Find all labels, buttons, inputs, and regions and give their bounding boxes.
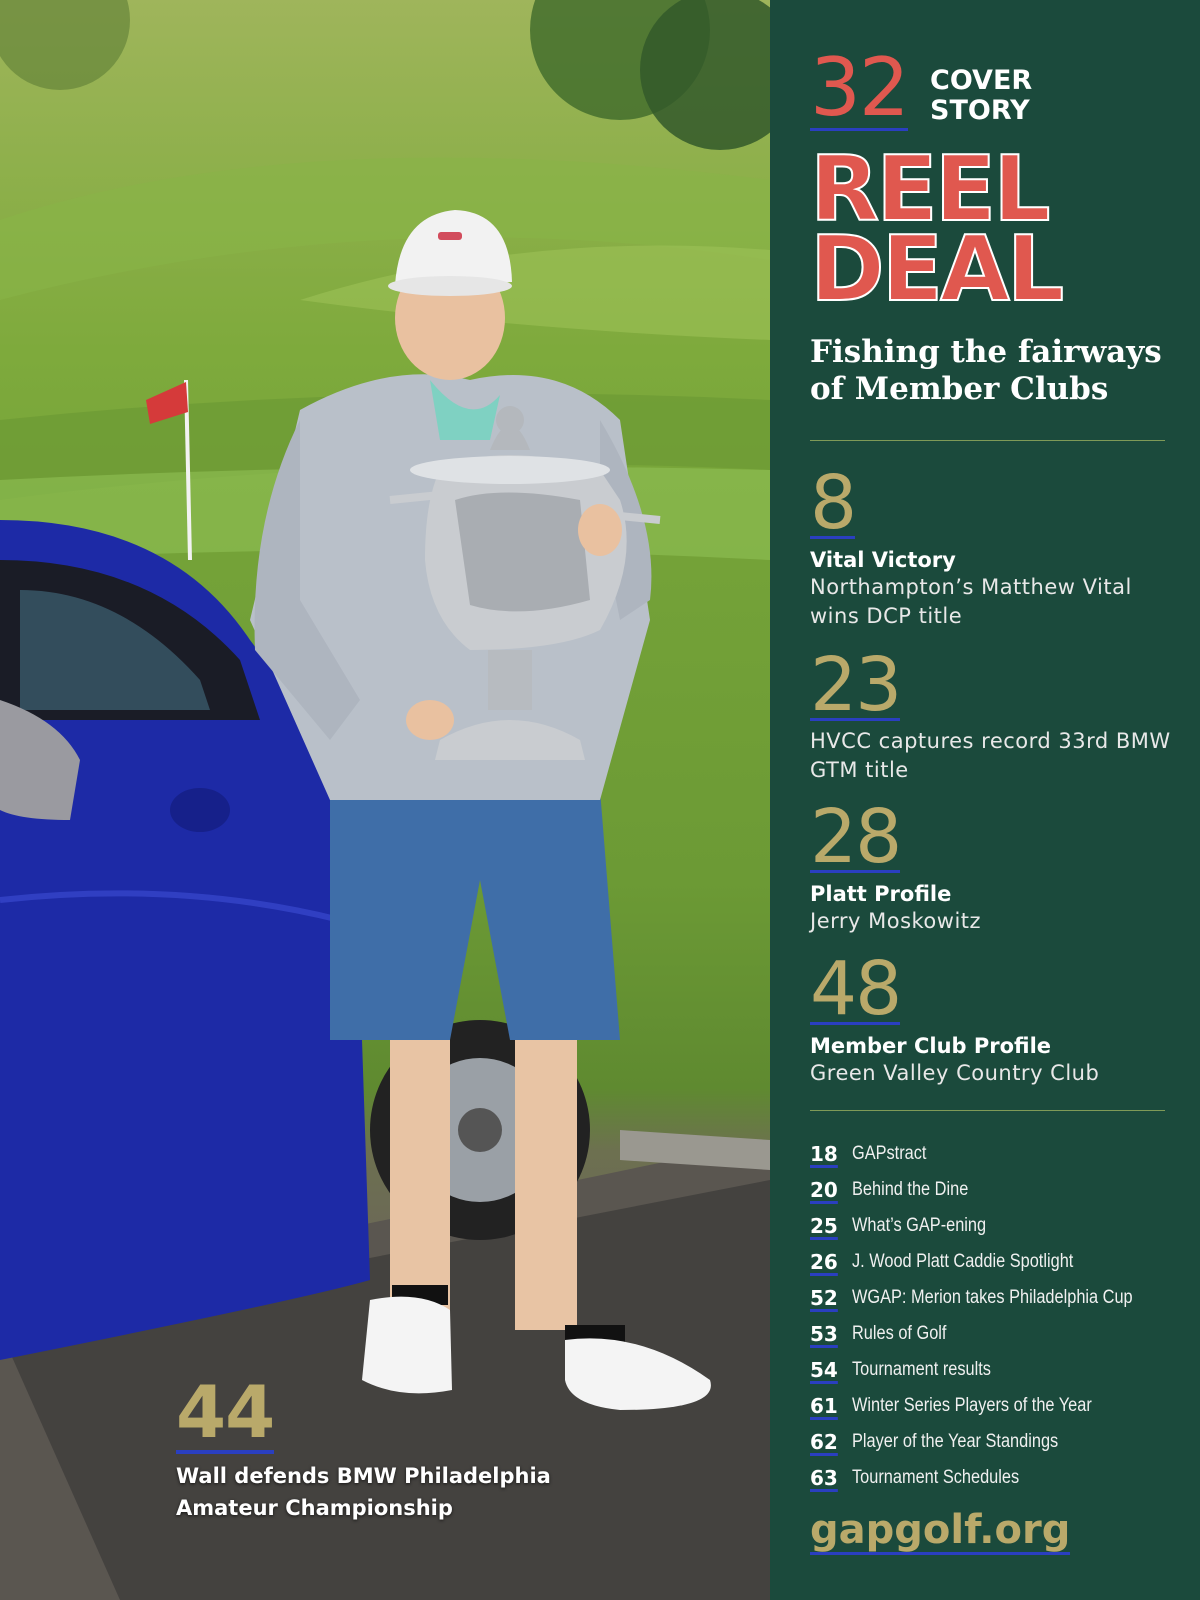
feature-page-number: 48 xyxy=(810,946,901,1032)
feature-item[interactable] xyxy=(810,642,1180,785)
department-page-number: 63 xyxy=(810,1466,838,1490)
feature-desc: Jerry Moskowitz xyxy=(810,909,982,933)
department-label: Winter Series Players of the Year xyxy=(852,1395,1092,1416)
department-page-number: 62 xyxy=(810,1430,838,1454)
feature-title: Member Club Profile xyxy=(810,1034,1052,1058)
department-label: Rules of Golf xyxy=(852,1323,947,1344)
department-label: Tournament results xyxy=(852,1359,991,1380)
cover-label-line2: STORY xyxy=(930,95,1030,126)
feature-item[interactable] xyxy=(810,794,1180,936)
department-item[interactable] xyxy=(810,1460,1200,1496)
department-page-number: 53 xyxy=(810,1322,838,1346)
cover-dek: Fishing the fairways of Member Clubs xyxy=(810,334,1162,407)
feature-page-number: 8 xyxy=(810,460,856,546)
department-item[interactable] xyxy=(810,1136,1200,1172)
department-item[interactable] xyxy=(810,1208,1200,1244)
department-item[interactable] xyxy=(810,1388,1200,1424)
cover-label-line1: COVER xyxy=(930,65,1033,96)
cover-story-label xyxy=(930,66,1090,126)
feature-item[interactable] xyxy=(810,460,1180,631)
department-label: What’s GAP-ening xyxy=(852,1215,987,1236)
headline-line2: DEAL xyxy=(810,217,1062,322)
department-item[interactable] xyxy=(810,1424,1200,1460)
department-label: J. Wood Platt Caddie Spotlight xyxy=(852,1251,1074,1272)
cover-headline[interactable] xyxy=(810,137,1062,322)
department-label: Player of the Year Standings xyxy=(852,1431,1059,1452)
department-label: Tournament Schedules xyxy=(852,1467,1020,1488)
department-item[interactable] xyxy=(810,1316,1200,1352)
department-label: GAPstract xyxy=(852,1143,927,1164)
cover-story-page-number[interactable]: 32 xyxy=(810,41,908,134)
divider-bottom xyxy=(810,1110,1165,1111)
department-page-number: 26 xyxy=(810,1250,838,1274)
contents-panel xyxy=(770,0,1200,1600)
feature-title: Platt Profile xyxy=(810,882,952,906)
feature-page-number: 23 xyxy=(810,642,901,728)
feature-desc: HVCC captures record 33rd BMW GTM title xyxy=(810,729,1171,782)
feature-item[interactable] xyxy=(810,946,1180,1088)
department-item[interactable] xyxy=(810,1280,1200,1316)
department-label: WGAP: Merion takes Philadelphia Cup xyxy=(852,1287,1133,1308)
headline-line1: REEL xyxy=(810,137,1048,242)
department-label: Behind the Dine xyxy=(852,1179,969,1200)
feature-desc: Green Valley Country Club xyxy=(810,1061,1100,1085)
department-page-number: 52 xyxy=(810,1286,838,1310)
departments-list xyxy=(810,1136,1200,1496)
department-item[interactable] xyxy=(810,1352,1200,1388)
photo-caption-text[interactable]: Wall defends BMW Philadelphia Amateur Championship xyxy=(176,1464,551,1520)
website-link[interactable]: gapgolf.org xyxy=(810,1507,1071,1553)
department-page-number: 20 xyxy=(810,1178,838,1202)
department-page-number: 25 xyxy=(810,1214,838,1238)
department-page-number: 61 xyxy=(810,1394,838,1418)
department-page-number: 54 xyxy=(810,1358,838,1382)
feature-page-number: 28 xyxy=(810,794,901,880)
feature-title: Vital Victory xyxy=(810,548,956,572)
department-item[interactable] xyxy=(810,1172,1200,1208)
department-item[interactable] xyxy=(810,1244,1200,1280)
photo-caption-page-number[interactable]: 44 xyxy=(176,1370,275,1454)
feature-desc: Northampton’s Matthew Vital wins DCP title xyxy=(810,575,1132,628)
divider-top xyxy=(810,440,1165,441)
department-page-number: 18 xyxy=(810,1142,838,1166)
